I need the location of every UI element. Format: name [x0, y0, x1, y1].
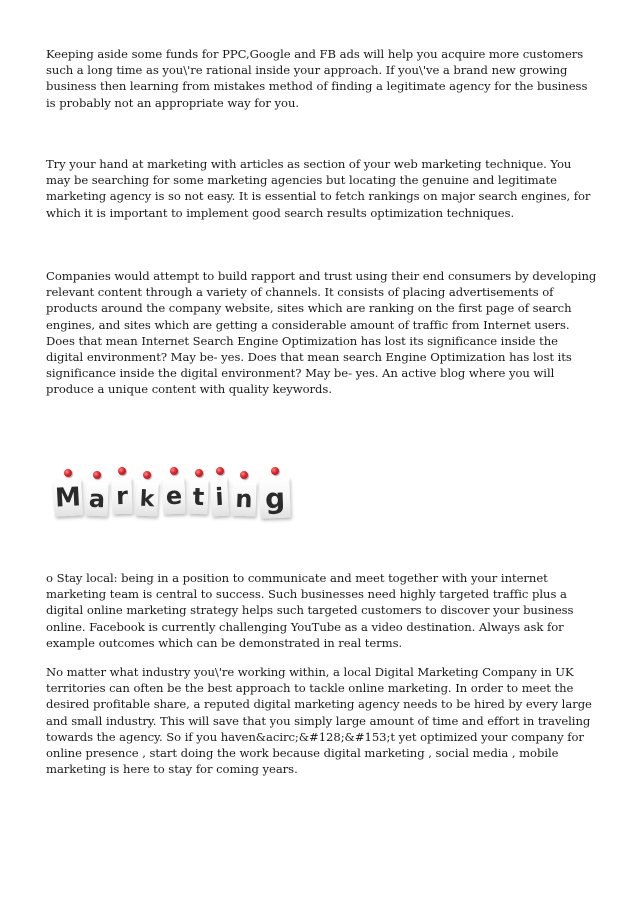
push-pin-icon — [240, 471, 248, 479]
letter-tile: M — [53, 479, 83, 516]
paragraph-rapport-trust: Companies would attempt to build rapport and trust using their end consumers by developing relevant content through a variety of channels. It consists of placing advertisements of products around the company website, sites which are ranking on the first page of search engines, and sites which are getting a considerable amount of traffic from Internet users. Does that mean Internet Search Engine Optimization has lost its significance inside the digital environment? May be- yes. Does that mean search Engine Optimization has lost its significance inside the digital environment? May be- yes. An active blog where you will produce a unique content with quality keywords. — [46, 269, 597, 397]
letter-tile: e — [162, 478, 185, 515]
push-pin-icon — [93, 471, 101, 479]
push-pin-icon — [64, 469, 72, 477]
push-pin-icon — [195, 469, 203, 477]
paragraph-article-marketing: Try your hand at marketing with articles as section of your web marketing technique. You may be searching for some marketing agencies but locating the genuine and legitimate marketing agency is so not easy. It is essential to fetch rankings on major search engines, for which it is important to implement good search results optimization techniques. — [46, 157, 591, 220]
paragraph-local-digital-marketing: No matter what industry you\'re working within, a local Digital Marketing Company in UK territories can often be the best approach to tackle online marketing. In order to meet the desired profitable share, a reputed digital marketing agency needs to be hired by every large and small industry. This will save that you simply large amount of time and effort in traveling towards the agency. So if you haven&acirc;&#128;&#153;t yet optimized your company for online presence , start doing the work because digital marketing , social media , mobile marketing is here to stay for coming years. — [46, 665, 592, 777]
paragraph-stay-local: o Stay local: being in a position to communicate and meet together with your internet marketing team is central to success. Such businesses need highly targeted traffic plus a digital online marketing strategy helps such targeted customers to discover your business online. Facebook is currently challenging YouTube as a video destination. Always ask for example outcomes which can be demonstrated in real terms. — [46, 571, 574, 650]
letter-tile: r — [111, 478, 132, 515]
letter-tile: t — [188, 480, 208, 515]
push-pin-icon — [118, 467, 126, 475]
letter-tile: n — [231, 482, 256, 517]
letter-tile: k — [135, 481, 159, 516]
letter-tile: a — [85, 482, 108, 517]
letter-tile: i — [210, 478, 229, 517]
push-pin-icon — [216, 467, 224, 475]
marketing-tiles-image — [50, 458, 296, 534]
push-pin-icon — [271, 467, 279, 475]
push-pin-icon — [143, 471, 151, 479]
letter-tiles — [50, 458, 296, 534]
push-pin-icon — [170, 467, 178, 475]
letter-tile: g — [259, 477, 290, 518]
paragraph-ppc-ads: Keeping aside some funds for PPC,Google and FB ads will help you acquire more customers such a long time as you\'re rational inside your approach. If you\'ve a brand new growing business then learning from mistakes method of finding a legitimate agency for the business is probably not an appropriate way for you. — [46, 47, 588, 110]
